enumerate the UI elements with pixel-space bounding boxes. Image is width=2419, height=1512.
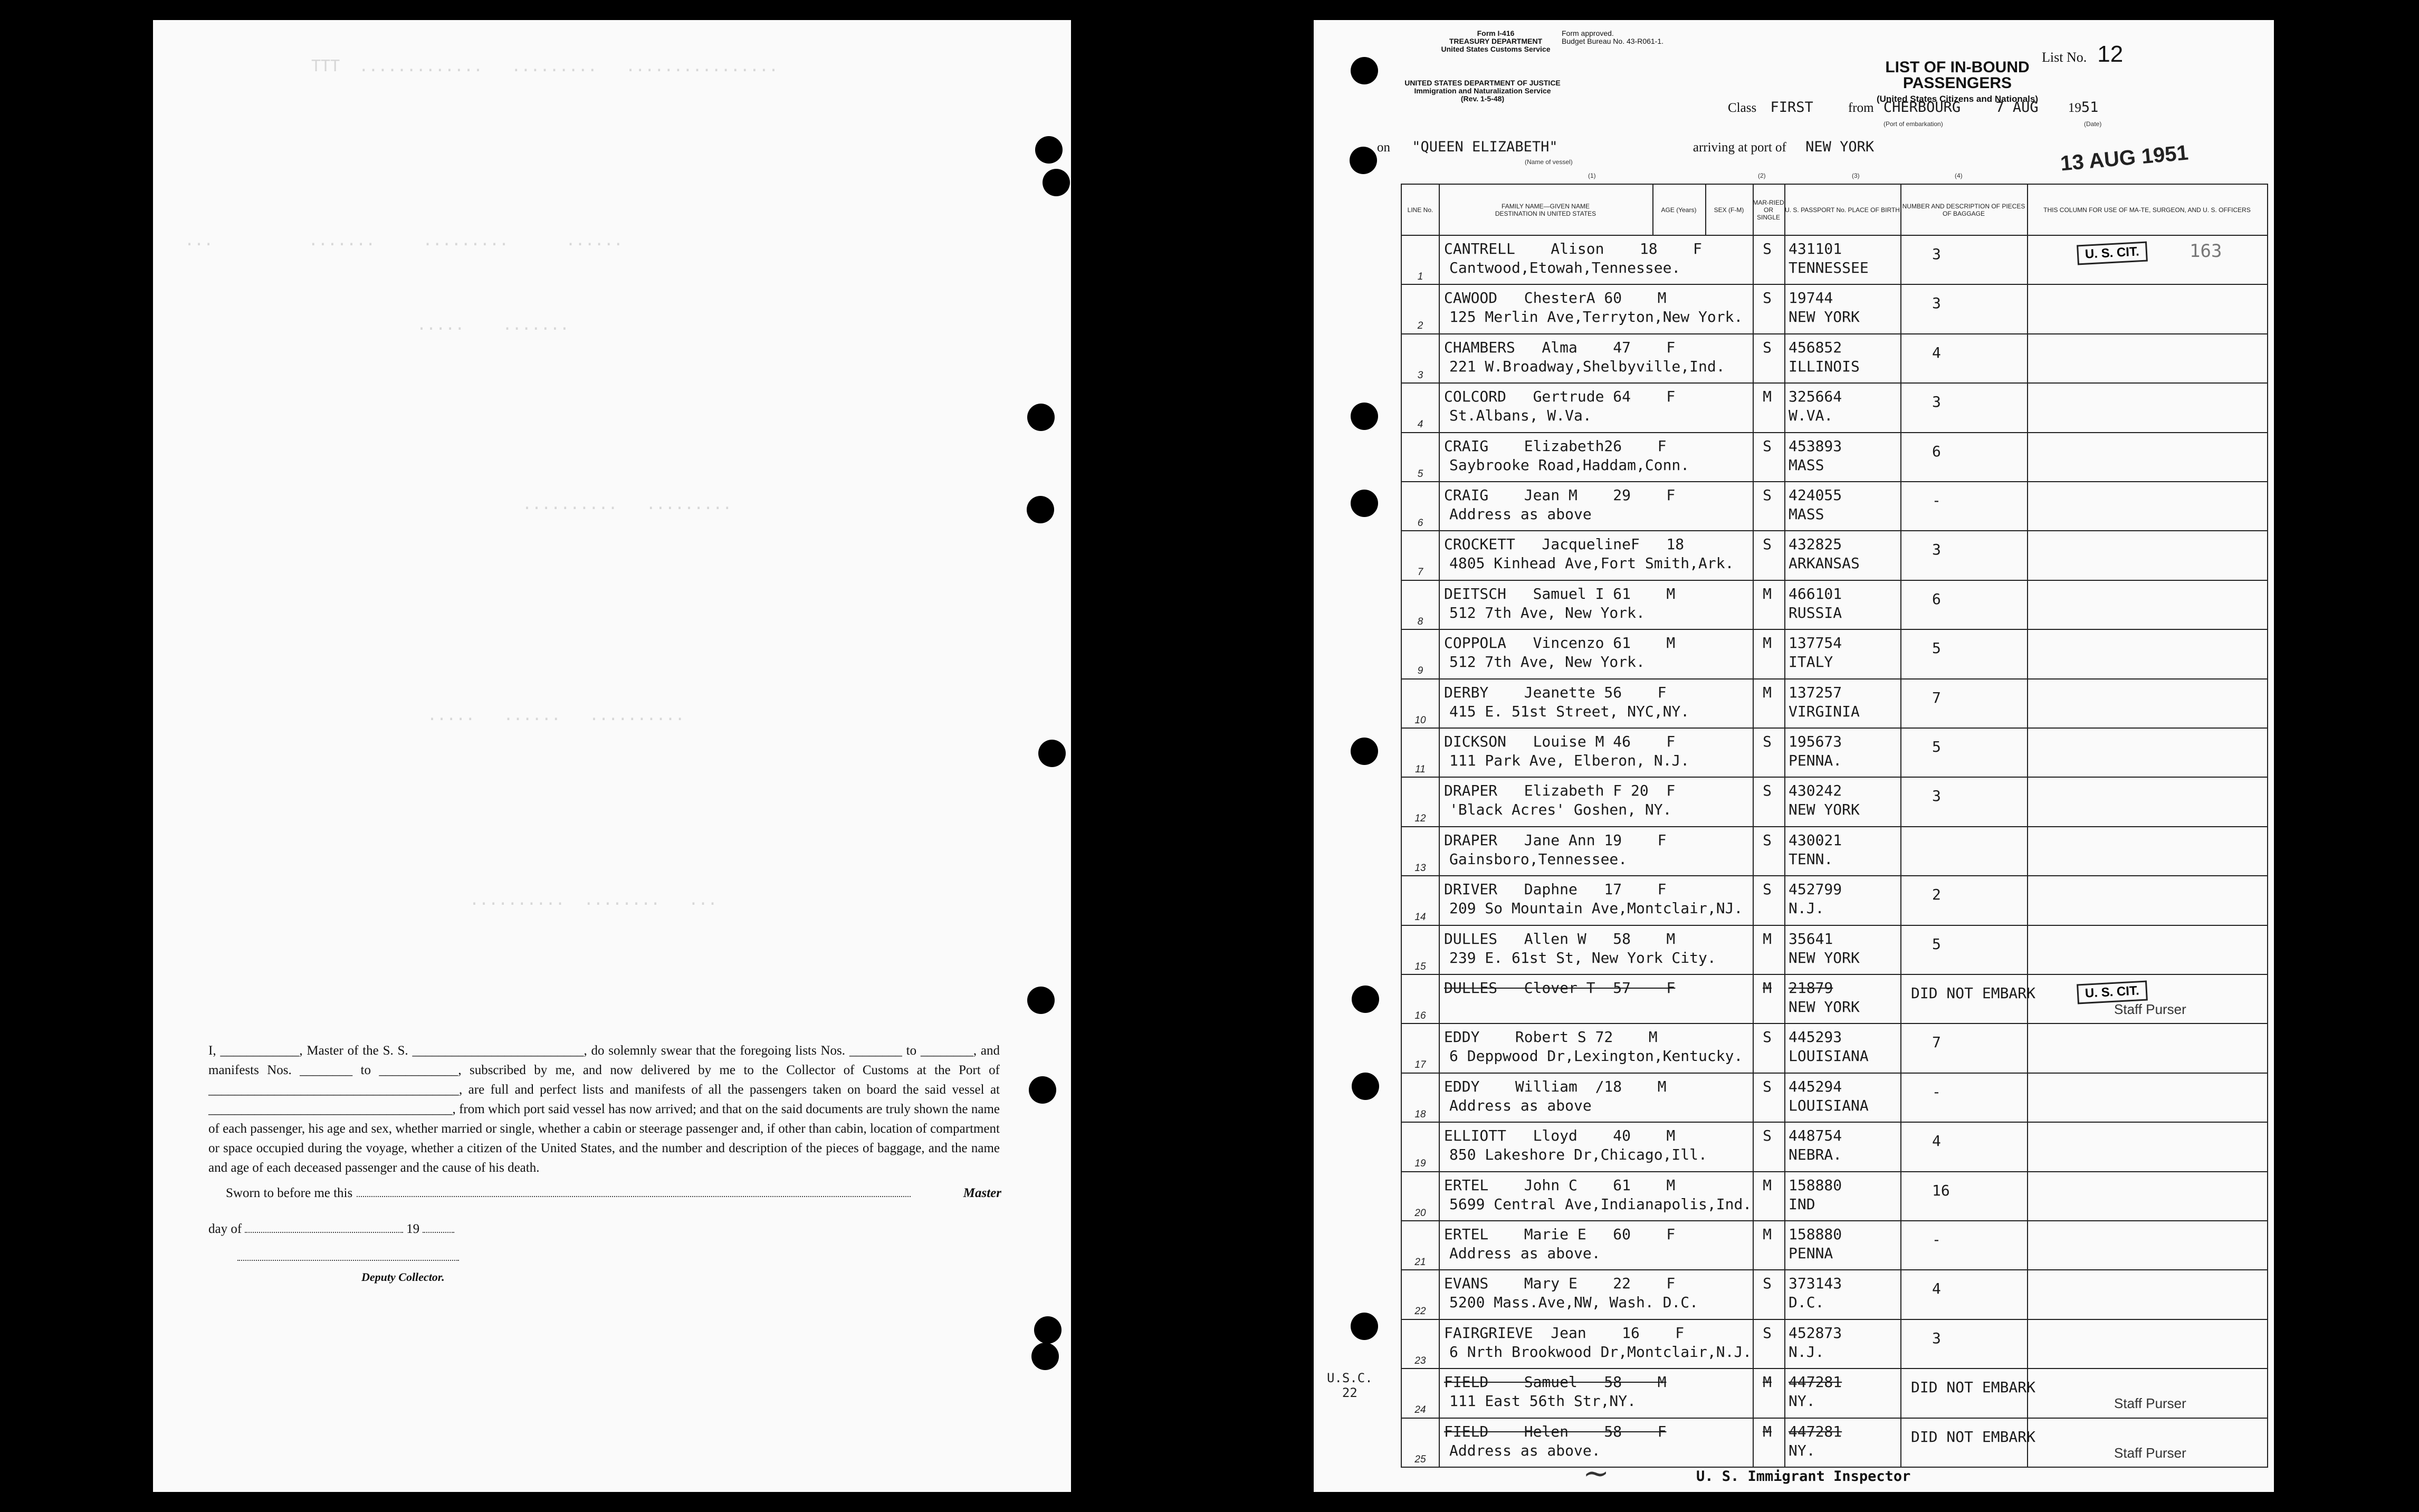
passport-number: 448754 [1789,1127,1842,1145]
marital-status: M [1763,930,1772,948]
passenger-destination: 512 7th Ave, New York. [1449,653,1645,671]
inspector-signature: ~ [1583,1455,1610,1492]
baggage-count: 7 [1932,688,1941,706]
passport-number: 373143 [1789,1275,1842,1293]
line-number: 17 [1414,1059,1426,1071]
page-title: LIST OF IN-BOUND PASSENGERS (United States Citizens and Nationals) [1847,60,2068,107]
marital-status: M [1763,585,1772,602]
passenger-destination: 221 W.Broadway,Shelbyville,Ind. [1449,357,1725,375]
place-of-birth: NY. [1789,1441,1815,1459]
passenger-destination: St.Albans, W.Va. [1449,407,1592,425]
line-number: 20 [1414,1207,1426,1219]
master-oath [208,1041,1000,1178]
place-of-birth: NEW YORK [1789,801,1860,819]
passenger-row [1402,1074,2267,1123]
line-number: 16 [1414,1010,1426,1021]
us-citizen-stamp: U. S. CIT. [2077,242,2147,265]
line-number: 11 [1415,764,1426,775]
passenger-row [1402,680,2267,729]
line-number: 19 [1414,1158,1426,1170]
passenger-row [1402,1024,2267,1073]
day-of-label: day of [208,1222,242,1236]
baggage-count: 6 [1932,442,1941,460]
passenger-row [1402,334,2267,384]
passenger-name: EDDY William /18 M [1444,1077,1667,1095]
passenger-name: EVANS Mary E 22 F [1444,1275,1676,1293]
place-of-birth: NEW YORK [1789,308,1860,326]
col-age: AGE (Years) [1652,185,1706,235]
passenger-destination: 415 E. 51st Street, NYC,NY. [1449,702,1690,720]
col-baggage: NUMBER AND DESCRIPTION OF PIECES OF BAGGAGE [1900,185,2028,235]
embark-date: 7 AUG [1995,99,2039,116]
vessel-line: on "QUEEN ELIZABETH" arriving at port of NEW YORK [1377,139,1875,155]
class-line: Class FIRST from CHERBOURG 7 AUG 1951 [1728,99,2099,116]
line-number: 7 [1417,567,1423,578]
passenger-name: DRIVER Daphne 17 F [1444,881,1667,898]
left-page [153,20,1071,1492]
col-sex: SEX (F-M) [1705,185,1754,235]
usc-note: U.S.C. 22 [1327,1371,1373,1400]
passenger-row [1402,876,2267,925]
embark-year: 51 [2081,99,2099,116]
passenger-row [1402,827,2267,876]
passenger-destination: 111 Park Ave, Elberon, N.J. [1449,752,1690,769]
bleed-through-text: ... ....... ......... ...... [185,231,623,250]
line-number: 24 [1414,1404,1426,1416]
baggage-count: 3 [1932,541,1941,559]
passport-number: 195673 [1789,733,1842,750]
line-number: 18 [1414,1108,1426,1120]
marital-status: S [1763,1324,1772,1342]
col-line-no: LINE No. [1402,185,1440,235]
place-of-birth: MASS [1789,456,1824,474]
year-prefix: 19 [406,1222,420,1236]
place-of-birth: TENN. [1789,850,1833,868]
marital-status: S [1763,1275,1772,1293]
place-of-birth: LOUISIANA [1789,1047,1869,1065]
marital-status: M [1763,1226,1772,1243]
form-number: Form I-416 TREASURY DEPARTMENT United States Customs Service [1441,29,1551,53]
place-of-birth: NEW YORK [1789,949,1860,966]
baggage-count: 3 [1932,245,1941,263]
passenger-destination: 125 Merlin Ave,Terryton,New York. [1449,308,1743,326]
department-of-justice: UNITED STATES DEPARTMENT OF JUSTICE Immigration and Naturalization Service (Rev. 1-5-48) [1404,79,1561,103]
line-number: 13 [1414,862,1426,874]
marital-status: M [1763,1373,1772,1391]
did-not-embark-note: DID NOT EMBARK [1911,984,2036,1002]
punch-hole [1043,169,1070,196]
passenger-destination: 209 So Mountain Ave,Montclair,NJ. [1449,899,1743,917]
passenger-destination: 6 Deppwood Dr,Lexington,Kentucky. [1449,1047,1743,1065]
passenger-name: CRAIG Jean M 29 F [1444,486,1676,504]
passenger-destination: 850 Lakeshore Dr,Chicago,Ill. [1449,1146,1707,1164]
marital-status: S [1763,1028,1772,1046]
line-number: 12 [1414,813,1426,825]
passenger-destination: 'Black Acres' Goshen, NY. [1449,801,1672,819]
line-number: 15 [1414,961,1426,972]
passenger-name: DRAPER Jane Ann 19 F [1444,831,1667,849]
passport-number: 158880 [1789,1176,1842,1194]
punch-hole [1350,147,1377,174]
passport-number: 137257 [1789,683,1842,701]
us-citizen-stamp: U. S. CIT. [2077,981,2147,1004]
passenger-name: DULLES Clover T 57 F [1444,979,1676,997]
marital-status: M [1763,683,1772,701]
passenger-destination: 239 E. 61st St, New York City. [1449,949,1716,966]
passport-number: 325664 [1789,388,1842,406]
place-of-birth: PENNA. [1789,752,1842,769]
punch-hole [1034,1316,1062,1344]
punch-hole [1351,403,1378,430]
day-line [208,1222,457,1237]
passenger-row [1402,433,2267,482]
marital-status: S [1763,1077,1772,1095]
bleed-through-text: ..... ...... .......... [427,706,685,724]
passenger-row [1402,729,2267,778]
passenger-row [1402,630,2267,679]
passenger-name: DERBY Jeanette 56 F [1444,683,1667,701]
passport-number: 445293 [1789,1028,1842,1046]
place-of-birth: RUSSIA [1789,604,1842,621]
passenger-row [1402,778,2267,827]
passenger-row [1402,236,2267,285]
line-number: 6 [1417,518,1423,529]
marital-status: S [1763,338,1772,356]
staff-purser-signature: Staff Purser [2114,1395,2186,1412]
passenger-name: DICKSON Louise M 46 F [1444,733,1676,750]
punch-hole [1038,740,1066,767]
marital-status: S [1763,831,1772,849]
baggage-count: 5 [1932,639,1941,657]
baggage-count: 4 [1932,1280,1941,1298]
col-married: MAR-RIED OR SINGLE [1753,185,1785,235]
passport-number: 432825 [1789,535,1842,553]
passenger-row [1402,1123,2267,1172]
passenger-name: EDDY Robert S 72 M [1444,1028,1658,1046]
staff-purser-signature: Staff Purser [2114,1444,2186,1461]
passport-number: 445294 [1789,1077,1842,1095]
punch-hole [1351,738,1378,765]
passport-number: 19744 [1789,289,1833,307]
bleed-through-text: TTT ............. ......... ................ [311,57,779,75]
arrival-date-stamp: 13 AUG 1951 [2059,141,2189,176]
punch-hole [1351,1313,1378,1340]
punch-hole [1031,1343,1059,1370]
passenger-row [1402,1419,2267,1468]
passenger-destination: 111 East 56th Str,NY. [1449,1392,1637,1410]
oath-text: I, ____________, Master of the S. S. __________________________, do solemnly swear that the foregoing lists Nos. ________ to ________, and manifests Nos. ________ to ____________, subscribed by me, and now delivered by me to the Collector of Customs at the Port of ______________________________________, are full and perfect lists and manifests of all the passengers taken on board the said vessel at _____________________________________, from which port said vessel has now arrived; and that on the said documents are truly shown the name of each passenger, his age and sex, whether married or single, whether a cabin or steerage passenger and, if other than cabin, location of compartment or space occupied during the voyage, whether a citizen of the United States, and the number and description of the pieces of baggage, and the name and age of each deceased passenger and the cause of his death. [208,1044,1000,1175]
place-of-birth: N.J. [1789,1343,1824,1361]
marital-status: S [1763,240,1772,257]
line-number: 5 [1417,468,1423,480]
line-number: 4 [1417,419,1423,430]
passenger-name: ELLIOTT Lloyd 40 M [1444,1127,1676,1145]
punch-hole [1351,57,1378,84]
baggage-count: 4 [1932,343,1941,361]
col-official: THIS COLUMN FOR USE OF MA-TE, SURGEON, AND U. S. OFFICERS [2043,206,2251,214]
bleed-through-text: .......... ........ ... [470,891,718,909]
baggage-count: 4 [1932,1132,1941,1150]
place-of-birth: IND [1789,1195,1815,1213]
marital-status: M [1763,1422,1772,1440]
passenger-name: CAWOOD ChesterA 60 M [1444,289,1667,307]
passenger-row [1402,926,2267,975]
line-number: 21 [1414,1257,1426,1268]
line-number: 23 [1414,1355,1426,1366]
page-subtitle: (United States Citizens and Nationals) [1876,94,2039,104]
baggage-count: - [1932,1083,1941,1100]
punch-hole [1351,490,1378,517]
passenger-row [1402,975,2267,1024]
passenger-name: FIELD Helen 58 F [1444,1422,1667,1440]
place-of-birth: ITALY [1789,653,1833,671]
baggage-count: 16 [1932,1181,1950,1199]
passenger-row [1402,384,2267,433]
passenger-destination: 6 Nrth Brookwood Dr,Montclair,N.J. [1449,1343,1752,1361]
place-of-birth: NY. [1789,1392,1815,1410]
passport-number: 456852 [1789,338,1842,356]
passenger-name: DRAPER Elizabeth F 20 F [1444,782,1676,800]
baggage-count: 3 [1932,1329,1941,1347]
port-embarkation: CHERBOURG [1883,99,1961,116]
baggage-count: 5 [1932,935,1941,953]
bleed-through-text: .......... ......... [522,495,732,513]
passenger-destination: 512 7th Ave, New York. [1449,604,1645,621]
inspector-label: U. S. Immigrant Inspector [1696,1468,1911,1485]
passenger-name: FAIRGRIEVE Jean 16 F [1444,1324,1685,1342]
marital-status: M [1763,634,1772,652]
baggage-count: 7 [1932,1033,1941,1051]
place-of-birth: LOUISIANA [1789,1096,1869,1114]
list-number: List No. 12 [2042,41,2124,67]
marital-status: S [1763,881,1772,898]
passenger-destination: Address as above [1449,505,1592,523]
place-of-birth: ARKANSAS [1789,554,1860,572]
line-number: 1 [1417,271,1423,282]
marital-status: S [1763,733,1772,750]
line-number: 3 [1417,369,1423,381]
marital-status: S [1763,437,1772,455]
passport-number: 424055 [1789,486,1842,504]
passenger-row [1402,1320,2267,1369]
line-number: 22 [1414,1306,1426,1317]
arrival-port: NEW YORK [1805,139,1875,155]
passport-number: 466101 [1789,585,1842,602]
marital-status: S [1763,1127,1772,1145]
passenger-destination: Cantwood,Etowah,Tennessee. [1449,259,1681,276]
marital-status: M [1763,1176,1772,1194]
punch-hole [1352,1073,1379,1100]
passenger-row [1402,1270,2267,1319]
passenger-name: DEITSCH Samuel I 61 M [1444,585,1676,602]
passenger-row [1402,285,2267,334]
passport-number: 35641 [1789,930,1833,948]
passenger-name: ERTEL Marie E 60 F [1444,1226,1676,1243]
col-passport: U. S. PASSPORT No. PLACE OF BIRTH [1784,185,1901,235]
passenger-destination: 4805 Kinhead Ave,Fort Smith,Ark. [1449,554,1734,572]
marital-status: M [1763,979,1772,997]
marital-status: M [1763,388,1772,406]
stamp-count: 163 [2189,241,2222,262]
line-number: 2 [1417,320,1423,332]
place-of-birth: NEW YORK [1789,998,1860,1016]
place-of-birth: ILLINOIS [1789,357,1860,375]
passport-number: 447281 [1789,1373,1842,1391]
place-of-birth: MASS [1789,505,1824,523]
master-label: Master [963,1186,1001,1200]
place-of-birth: VIRGINIA [1789,702,1860,720]
passenger-destination: Saybrooke Road,Haddam,Conn. [1449,456,1690,474]
passport-number: 430021 [1789,831,1842,849]
punch-hole [1029,1076,1056,1104]
place-of-birth: TENNESSEE [1789,259,1869,276]
passport-number: 137754 [1789,634,1842,652]
passenger-name: FIELD Samuel 58 M [1444,1373,1667,1391]
line-number: 8 [1417,616,1423,627]
line-number: 10 [1414,714,1426,726]
punch-hole [1352,985,1379,1013]
passport-number: 452873 [1789,1324,1842,1342]
right-page: Form I-416 TREASURY DEPARTMENT United States Customs Service Form approved. Budget Bureau No. 43-R061-1. UNITED STATES DEPARTMENT OF JUSTICE Immigration and Naturalization Service (Rev. 1-5-48) List No. 12 LIST OF IN-BOUND PASSENGERS (United States Citizens and Nationals) Class FIRST from CHERBOURG 7 AUG 1951 (Port of embarkation) (Date) on "QUEEN ELIZABETH" arriving at port of NEW YORK 13 AUG 1951 (Name of vessel) (1) (2) (3) (4) 163 LINE No. FAMILY NAME—GIVEN NAME DESTINATION IN UNITED STATES AGE (Years) SEX (F-M) MAR-RIED OR SINGLE U. S. PASSPORT No. PLACE OF BIRTH NUMBER AND DESCRIPTION OF PIECES OF BAGGAGE THIS COLUMN FOR USE OF MA-TE, SURGEON, AND U. S. OFFICERS 1 CANTRELL Alison 18 F Cantwood,Etowah,Tennessee. S 431101 TENNESSEE 3 U. S. CIT. 2 CAWOOD ChesterA 60 M 125 Merlin Ave,Terryton,New York. S 19744 NEW YORK 3 3 CHAMBERS Alma 47 F 221 W.Broadway,Shelbyville,Ind. S 456852 ILLINOIS 4 4 COLCORD Gertrude 64 F St.Albans, W.Va. M 325664 W.VA. 3 5 CRAIG Elizabeth26 F Saybrooke Road,Haddam,Conn. S 453893 MASS 6 6 CRAIG Jean M 29 F Address as above S 424055 MASS - 7 CROCKETT JacquelineF 18 4805 Kinhead Ave,Fort Smith,Ark. S 432825 ARKANSAS 3 8 DEITSCH Samuel I 61 M 512 7th Ave, New York. M 466101 RUSSIA 6 9 COPPOLA Vincenzo 61 M 512 7th Ave, New York. M 137754 ITALY 5 10 DERBY Jeanette 56 F 415 E. 51st Street, NYC,NY. M 137257 VIRGINIA 7 11 DICKSON Louise M 46 F 111 Park Ave, Elberon, N.J. S 195673 PENNA. 5 12 DRAPER Elizabeth F 20 F 'Black Acres' Goshen, NY. S 430242 NEW YORK 3 13 DRAPER Jane Ann 19 F Gainsboro,Tennessee. S 430021 TENN. 14 DRIVER Daphne 17 F 209 So Mountain Ave,Montclair,NJ. S 452799 N.J. 2 15 DULLES Allen W 58 M 239 E. 61st St, New York City. M 35641 NEW YORK 5 16 DULLES Clover T 57 F M 21879 NEW YORK DID NOT EMBARK U. S. CIT. Staff Purser 17 EDDY Robert S 72 M 6 Deppwood Dr,Lexington,Kentucky. S 445293 LOUISIANA 7 18 EDDY William /18 M Address as above S 445294 LOUISIANA - 19 ELLIOTT Lloyd 40 M 850 Lakeshore Dr,Chicago,Ill. S 448754 NEBRA. 4 20 ERTEL John C 61 M 5699 Central Ave,Indianapolis,Ind. M 158880 IND 16 21 ERTEL Marie E 60 F Address as above. M 158880 PENNA - 22 EVANS Mary E 22 F 5200 Mass.Ave,NW, Wash. D.C. S 373143 D.C. 4 23 FAIRGRIEVE Jean 16 F 6 Nrth Brookwood Dr,Montclair,N.J. S 452873 N.J. 3 24 FIELD Samuel 58 M 111 East 56th Str,NY. M 447281 NY. DID NOT EMBARK Staff Purser 25 FIELD Helen 58 F Address as above. M 447281 NY. DID NOT EMBARK Staff Purser U.S.C. 22 ~ U. S. Immigrant Inspector [1314,20,2274,1492]
punch-hole [1027,496,1054,523]
baggage-count: 3 [1932,294,1941,312]
sworn-label: Sworn to before me this [226,1186,353,1200]
passport-number: 430242 [1789,782,1842,800]
passenger-destination: 5699 Central Ave,Indianapolis,Ind. [1449,1195,1752,1213]
did-not-embark-note: DID NOT EMBARK [1911,1428,2036,1446]
passenger-name: DULLES Allen W 58 M [1444,930,1676,948]
deputy-collector-label: Deputy Collector. [361,1270,445,1284]
passenger-row [1402,531,2267,580]
passenger-row [1402,482,2267,531]
passport-number: 447281 [1789,1422,1842,1440]
baggage-count: 5 [1932,738,1941,755]
class-value: FIRST [1770,99,1813,116]
vessel-name: "QUEEN ELIZABETH" [1412,139,1558,155]
passenger-table [1401,184,2268,1468]
bleed-through-text: ..... ....... [417,315,569,334]
baggage-count: 2 [1932,886,1941,904]
passport-number: 21879 [1789,979,1833,997]
passenger-row [1402,1369,2267,1418]
place-of-birth: W.VA. [1789,407,1833,425]
passenger-name: COLCORD Gertrude 64 F [1444,388,1676,406]
baggage-count: 3 [1932,393,1941,411]
punch-hole [1027,987,1055,1014]
marital-status: S [1763,782,1772,800]
baggage-count: - [1932,492,1941,509]
passenger-destination: Address as above. [1449,1245,1601,1262]
passenger-name: COPPOLA Vincenzo 61 M [1444,634,1676,652]
punch-hole [1027,404,1055,431]
baggage-count: 6 [1932,590,1941,608]
passport-number: 431101 [1789,240,1842,257]
line-number: 9 [1417,665,1423,677]
did-not-embark-note: DID NOT EMBARK [1911,1379,2036,1396]
marital-status: S [1763,535,1772,553]
passenger-name: CHAMBERS Alma 47 F [1444,338,1676,356]
passenger-destination: 5200 Mass.Ave,NW, Wash. D.C. [1449,1294,1699,1312]
passenger-destination: Gainsboro,Tennessee. [1449,850,1628,868]
passport-number: 452799 [1789,881,1842,898]
place-of-birth: N.J. [1789,899,1824,917]
marital-status: S [1763,289,1772,307]
passenger-name: CROCKETT JacquelineF 18 [1444,535,1685,553]
line-number: 25 [1414,1453,1426,1465]
place-of-birth: PENNA [1789,1245,1833,1262]
passenger-row [1402,1221,2267,1270]
passenger-destination: Address as above. [1449,1441,1601,1459]
passenger-name: CRAIG Elizabeth26 F [1444,437,1667,455]
line-number: 14 [1414,912,1426,923]
passenger-destination: Address as above [1449,1096,1592,1114]
baggage-count: 3 [1932,787,1941,805]
passenger-name: CANTRELL Alison 18 F [1444,240,1702,257]
staff-purser-signature: Staff Purser [2114,1001,2186,1017]
place-of-birth: NEBRA. [1789,1146,1842,1164]
passenger-row [1402,1172,2267,1221]
passenger-row [1402,581,2267,630]
passport-number: 158880 [1789,1226,1842,1243]
form-approved: Form approved. Budget Bureau No. 43-R061-1. [1562,29,1664,45]
place-of-birth: D.C. [1789,1294,1824,1312]
baggage-count: - [1932,1231,1941,1248]
col-name: FAMILY NAME—GIVEN NAME DESTINATION IN UNITED STATES [1439,185,1653,235]
sworn-line [226,1186,1001,1201]
passport-number: 453893 [1789,437,1842,455]
passenger-name: ERTEL John C 61 M [1444,1176,1676,1194]
punch-hole [1035,136,1063,164]
marital-status: S [1763,486,1772,504]
